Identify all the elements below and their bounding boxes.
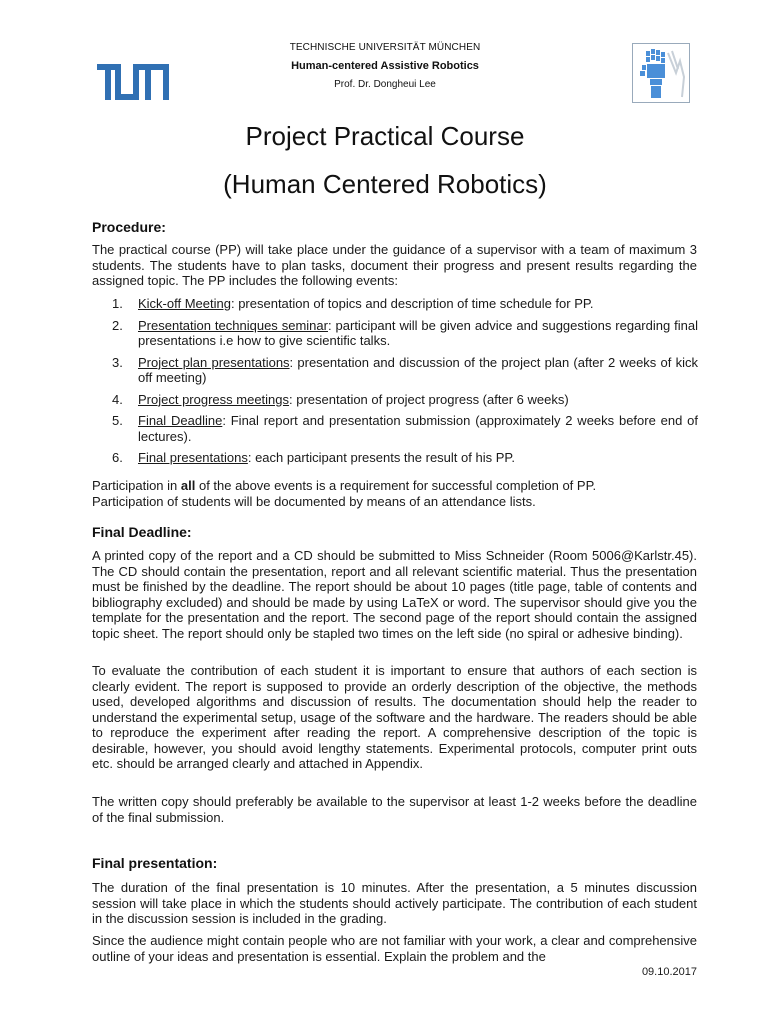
event-description: : presentation of topics and description of time schedule for PP.: [230, 296, 594, 311]
list-item-number: 6.: [112, 450, 123, 465]
document-title-line2: (Human Centered Robotics): [223, 169, 547, 199]
document-date: 09.10.2017: [641, 966, 697, 978]
final-deadline-paragraph-1: A printed copy of the report and a CD should be submitted to Miss Schneider (Room 5006@Karlstr.45). The CD should contain the presentation, report and all relevant scientific material. Thus the presentation must be finished by the deadline. The report should be about 10 pages (title page, table of contents and bibliography excluded) and should be made by using LaTeX or word. The supervisor should give you the template for the presentation and the report. The second page of the report should contain the assigned topic sheet. The report should only be stapled two times on the left side (no spiral or adhesive binding).: [92, 548, 697, 641]
event-term: Final presentations: [138, 450, 248, 465]
list-item-number: 4.: [112, 391, 123, 407]
event-description: : presentation and discussion of the project plan (after 2 weeks of kick off meeting): [138, 354, 698, 385]
list-item-number: 3.: [112, 354, 123, 370]
list-item-number: 5.: [112, 413, 123, 428]
document-title-line1: Project Practical Course: [245, 121, 525, 151]
list-item: [92, 296, 698, 312]
event-term: Project progress meetings: [138, 391, 290, 407]
event-term: Kick-off Meeting: [138, 296, 231, 311]
event-description: : presentation of project progress (after 6 weeks): [289, 391, 569, 407]
list-item: [92, 318, 698, 349]
event-description: : participant will be given advice and suggestions regarding final presentations i.e how to give scientific talks.: [138, 317, 698, 348]
final-deadline-paragraph-3: The written copy should preferably be available to the supervisor at least 1-2 weeks before the deadline of the final submission.: [92, 794, 697, 825]
event-description: : Final report and presentation submission (approximately 2 weeks before end of lectures).: [138, 413, 698, 444]
participation-text-pre: Participation in: [92, 478, 181, 493]
university-name: TECHNISCHE UNIVERSITÄT MÜNCHEN: [289, 42, 481, 53]
list-item-number: 1.: [112, 296, 123, 311]
procedure-intro: The practical course (PP) will take place under the guidance of a supervisor with a team of maximum 3 students. The students have to plan tasks, document their progress and present results regarding the assigned topic. The PP includes the following events:: [92, 242, 697, 288]
participation-note: [92, 478, 697, 509]
list-item-number: 2.: [112, 317, 123, 333]
robot-hand-logo: [632, 43, 690, 103]
participation-text-bold: all: [180, 478, 196, 493]
events-list: [92, 296, 698, 466]
chair-name: Human-centered Assistive Robotics: [291, 60, 479, 72]
procedure-heading: Procedure:: [92, 219, 166, 235]
final-presentation-paragraph-1: The duration of the final presentation is 10 minutes. After the presentation, a 5 minutes discussion session will take place in which the students should actively participate. The contribution of each student in the discussion session is included in the grading.: [92, 880, 697, 926]
list-item: [92, 392, 698, 408]
list-item: [92, 413, 698, 444]
final-presentation-heading: Final presentation:: [92, 855, 218, 871]
event-description: : each participant presents the result of his PP.: [247, 450, 515, 465]
list-item: [92, 450, 698, 466]
event-term: Presentation techniques seminar: [138, 317, 328, 333]
event-term: Project plan presentations: [138, 354, 290, 370]
event-term: Final Deadline: [138, 413, 223, 428]
professor-name: Prof. Dr. Dongheui Lee: [334, 79, 436, 90]
participation-text-line2: Participation of students will be documented by means of an attendance lists.: [92, 493, 536, 509]
final-presentation-paragraph-2: Since the audience might contain people who are not familiar with your work, a clear and comprehensive outline of your ideas and presentation is essential. Explain the problem and the: [92, 933, 697, 964]
list-item: [92, 355, 698, 386]
participation-text-post: of the above events is a requirement for successful completion of PP.: [195, 478, 597, 493]
final-deadline-heading: Final Deadline:: [92, 524, 192, 540]
final-deadline-paragraph-2: To evaluate the contribution of each student it is important to ensure that authors of each section is clearly evident. The report is supposed to provide an orderly description of the objective, the methods used, developed algorithms and discussion of results. The documentation should help the reader to understand the experimental setup, usage of the software and the hardware. The readers should be able to reproduce the experiment after reading the report. A comprehensive description of the topic is desirable, however, you should avoid lengthy statements. Experimental protocols, computer print outs etc. should be arranged clearly and attached in Appendix.: [92, 663, 697, 771]
